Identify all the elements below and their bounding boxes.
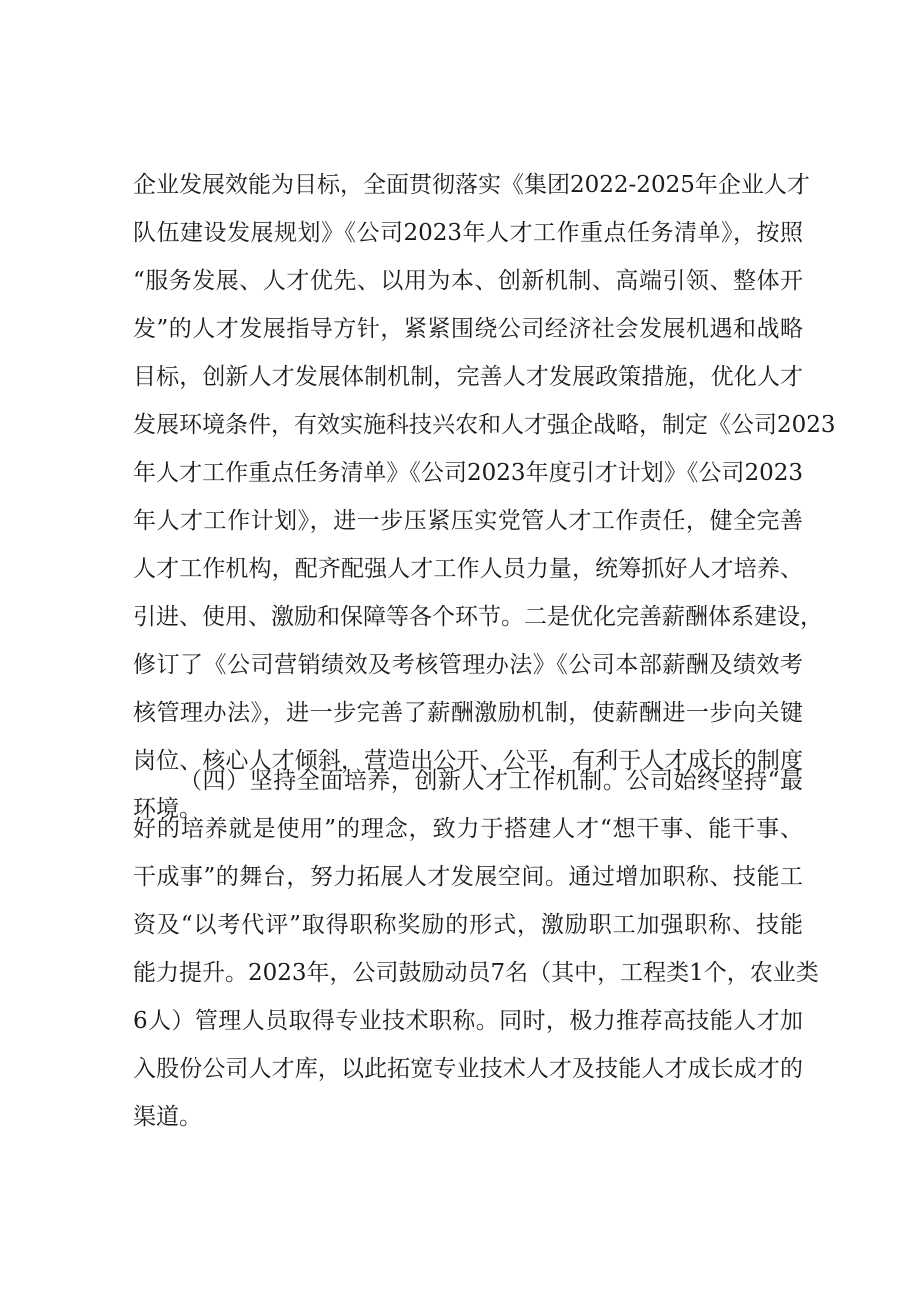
- text-line: 年人才工作重点任务清单》《公司2023年度引才计划》《公司2023: [133, 460, 803, 486]
- text-line: 引进、使用、激励和保障等各个环节。二是优化完善薪酬体系建设，: [133, 604, 823, 630]
- text-line: 资及“以考代评”取得职称奖励的形式，激励职工加强职称、技能: [133, 912, 803, 938]
- text-line: 环境。: [133, 796, 202, 822]
- text-line: 能力提升。2023年，公司鼓励动员7名（其中，工程类1个，农业类: [133, 960, 819, 986]
- text-line: 队伍建设发展规划》《公司2023年人才工作重点任务清单》，按照: [133, 220, 803, 246]
- text-line: 修订了《公司营销绩效及考核管理办法》《公司本部薪酬及绩效考: [133, 652, 803, 678]
- text-line: 好的培养就是使用”的理念，致力于搭建人才“想干事、能干事、: [133, 816, 803, 842]
- text-line: 渠道。: [133, 1104, 202, 1130]
- text-line: “服务发展、人才优先、以用为本、创新机制、高端引领、整体开: [133, 268, 803, 294]
- text-line: 人才工作机构，配齐配强人才工作人员力量，统筹抓好人才培养、: [133, 556, 803, 582]
- text-line: 年人才工作计划》，进一步压紧压实党管人才工作责任，健全完善: [133, 508, 803, 534]
- text-line: 干成事”的舞台，努力拓展人才发展空间。通过增加职称、技能工: [133, 864, 803, 890]
- text-line: 入股份公司人才库，以此拓宽专业技术人才及技能人才成长成才的: [133, 1056, 803, 1082]
- text-line: 目标，创新人才发展体制机制，完善人才发展政策措施，优化人才: [133, 364, 803, 390]
- text-line: 发展环境条件，有效实施科技兴农和人才强企战略，制定《公司2023: [133, 412, 836, 438]
- text-line: 核管理办法》，进一步完善了薪酬激励机制，使薪酬进一步向关键: [133, 700, 803, 726]
- section-heading-line: （四）坚持全面培养，创新人才工作机制。公司始终坚持“最: [179, 768, 803, 794]
- text-line: 发”的人才发展指导方针，紧紧围绕公司经济社会发展机遇和战略: [133, 316, 803, 342]
- text-line: 岗位、核心人才倾斜，营造出公开、公平，有利于人才成长的制度: [133, 748, 803, 774]
- text-line: 企业发展效能为目标，全面贯彻落实《集团2022-2025年企业人才: [133, 172, 810, 198]
- paragraph-training-mechanism: [133, 757, 819, 1141]
- text-line: 6人）管理人员取得专业技术职称。同时，极力推荐高技能人才加: [133, 1008, 803, 1034]
- paragraph-talent-planning: [133, 161, 836, 833]
